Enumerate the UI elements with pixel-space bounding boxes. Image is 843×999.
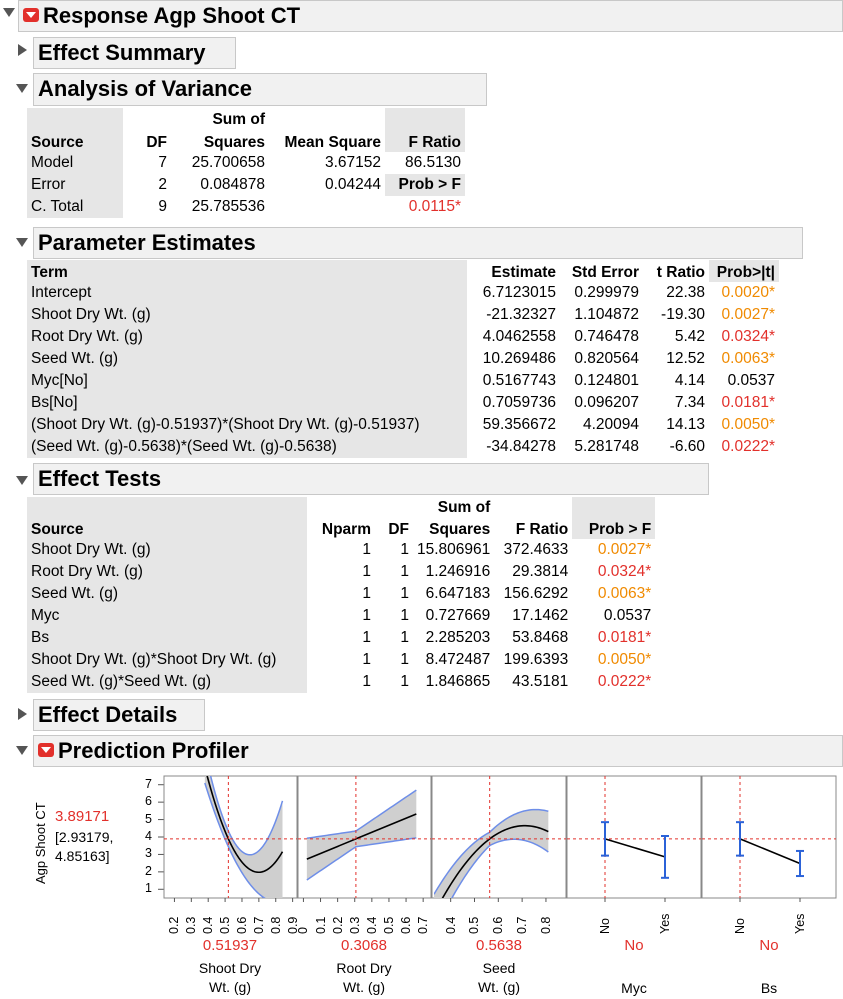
- col-ms: Mean Square: [284, 134, 381, 151]
- col-ss-1: Sum of: [212, 110, 265, 128]
- factor-label: Seed: [482, 960, 516, 976]
- cell: 1: [362, 629, 371, 646]
- param-estimates-label: Parameter Estimates: [38, 230, 256, 255]
- factor-value[interactable]: 0.5638: [476, 937, 522, 954]
- cell: Seed Wt. (g)*Seed Wt. (g): [27, 671, 307, 693]
- cell: 199.6393: [503, 651, 569, 668]
- col-df: DF: [388, 521, 409, 538]
- col-estimate: Estimate: [491, 264, 556, 281]
- cell: 15.806961: [417, 541, 491, 558]
- cell: Root Dry Wt. (g): [27, 326, 467, 348]
- cell: 10.269486: [482, 350, 556, 367]
- cell: Prob > F: [385, 174, 465, 196]
- cell: 0.0063*: [597, 585, 652, 602]
- col-ss-2: Squares: [203, 134, 265, 151]
- cell: 59.356672: [482, 416, 556, 433]
- col-nparm: Nparm: [321, 521, 371, 538]
- cell: 0.746478: [574, 328, 639, 345]
- cell: 17.1462: [512, 607, 569, 624]
- factor-label: Bs: [760, 980, 778, 996]
- cell: Model: [27, 152, 123, 174]
- x-tick-label: 0: [296, 927, 311, 934]
- cell: 1: [400, 585, 409, 602]
- cell: 1.246916: [425, 563, 491, 580]
- anova-label: Analysis of Variance: [38, 76, 252, 101]
- col-prob: Prob>|t|: [709, 260, 779, 282]
- cell: 5.42: [674, 328, 705, 345]
- y-tick-label: 4: [145, 829, 152, 843]
- cell: 5.281748: [574, 438, 639, 455]
- factor-value[interactable]: No: [759, 937, 779, 954]
- cell: 0.727669: [425, 607, 491, 624]
- cell: 4.14: [674, 372, 705, 389]
- cell: 0.0324*: [597, 563, 652, 580]
- y-tick-label: 7: [145, 776, 152, 791]
- cell: 2.285203: [425, 629, 491, 646]
- x-tick-label: 0.2: [167, 916, 182, 934]
- cell: -6.60: [669, 438, 705, 455]
- x-tick-label: 0.2: [330, 916, 345, 934]
- x-tick-label: 0.6: [234, 916, 249, 934]
- cell: 43.5181: [512, 673, 569, 690]
- col-f: F Ratio: [515, 521, 569, 538]
- x-tick-label: 0.7: [416, 916, 431, 934]
- cell: 0.04244: [324, 176, 381, 193]
- y-tick-label: 5: [145, 811, 152, 826]
- col-prob: Prob > F: [572, 497, 655, 539]
- cell: 1: [362, 563, 371, 580]
- cell: 7: [158, 154, 167, 171]
- factor-value[interactable]: 0.51937: [202, 937, 258, 954]
- col-df: DF: [146, 134, 167, 151]
- cell: 1: [400, 629, 409, 646]
- cell: -19.30: [661, 306, 705, 323]
- cell: Intercept: [27, 282, 467, 304]
- cell: 0.0050*: [597, 651, 652, 668]
- factor-label-unit: Wt. (g): [478, 979, 520, 995]
- x-tick-label: No: [733, 918, 747, 934]
- cell: 0.0222*: [721, 438, 775, 455]
- cell: 1: [362, 673, 371, 690]
- col-source: Source: [27, 497, 307, 539]
- cell: Shoot Dry Wt. (g): [27, 539, 307, 561]
- cell: Bs[No]: [27, 392, 467, 414]
- cell: 0.0324*: [721, 328, 775, 345]
- cell: Seed Wt. (g): [27, 583, 307, 605]
- cell: 1: [362, 541, 371, 558]
- cell: 0.096207: [574, 394, 639, 411]
- cell: 0.0222*: [597, 673, 652, 690]
- cell: 25.785536: [191, 198, 265, 215]
- cell: 4.20094: [582, 416, 639, 433]
- profiler-panel: [702, 776, 836, 898]
- cell: 0.7059736: [482, 394, 556, 411]
- x-tick-label: 0.5: [218, 916, 233, 934]
- cell: 0.5167743: [482, 372, 556, 389]
- cell: 1: [400, 673, 409, 690]
- cell: 7.34: [674, 394, 705, 411]
- col-f: F Ratio: [385, 108, 465, 152]
- y-tick-label: 3: [145, 846, 152, 861]
- cell: Error: [27, 174, 123, 196]
- x-tick-label: 0.5: [467, 916, 482, 934]
- cell: 0.124801: [574, 372, 639, 389]
- cell: 6.7123015: [482, 284, 556, 301]
- cell: 0.0181*: [721, 394, 775, 411]
- x-tick-label: 0.6: [399, 916, 414, 934]
- cell: 0.820564: [574, 350, 639, 367]
- cell: 0.0063*: [721, 350, 775, 367]
- x-tick-label: 0.8: [268, 916, 283, 934]
- cell: 14.13: [666, 416, 705, 433]
- cell: Myc[No]: [27, 370, 467, 392]
- col-ss-2: Squares: [429, 521, 491, 538]
- x-tick-label: 0.5: [381, 916, 396, 934]
- cell: 4.0462558: [482, 328, 556, 345]
- y-tick-label: 2: [145, 863, 152, 878]
- x-tick-label: No: [598, 918, 612, 934]
- col-ss-1: Sum of: [437, 499, 491, 516]
- cell: Bs: [27, 627, 307, 649]
- cell: 1: [400, 651, 409, 668]
- y-tick-label: 1: [145, 881, 152, 896]
- factor-value[interactable]: 0.3068: [341, 937, 387, 954]
- effect-details-label: Effect Details: [38, 702, 178, 727]
- cell: 1.846865: [425, 673, 491, 690]
- profiler-panel: [567, 776, 701, 898]
- title-text: Response Agp Shoot CT: [43, 3, 301, 28]
- x-tick-label: 0.8: [538, 916, 553, 934]
- x-tick-label: 0.7: [251, 916, 266, 934]
- cell: -34.84278: [486, 438, 556, 455]
- x-tick-label: 0.9: [285, 916, 300, 934]
- cell: 1.104872: [574, 306, 639, 323]
- x-tick-label: 0.4: [201, 916, 216, 934]
- cell: 25.700658: [191, 154, 265, 171]
- x-tick-label: 0.4: [364, 916, 379, 934]
- cell: 2: [158, 176, 167, 193]
- x-tick-label: 0.1: [313, 916, 328, 934]
- effect-tests-label: Effect Tests: [38, 466, 162, 491]
- profiler-label: Prediction Profiler: [58, 738, 249, 763]
- cell: 0.084878: [200, 176, 265, 193]
- cell: 0.0027*: [597, 541, 652, 558]
- cell: 22.38: [666, 284, 705, 301]
- cell: 0.0050*: [721, 416, 775, 433]
- x-tick-label: 0.7: [515, 916, 530, 934]
- col-std-error: Std Error: [571, 264, 639, 281]
- factor-label-unit: Wt. (g): [343, 979, 385, 995]
- col-term: Term: [27, 260, 467, 282]
- x-tick-label: 0.3: [184, 916, 199, 934]
- cell: 1: [400, 563, 409, 580]
- cell: C. Total: [27, 196, 123, 218]
- y-ci-low: [2.93179,: [55, 829, 114, 845]
- y-value: 3.89171: [55, 808, 110, 825]
- cell: 12.52: [666, 350, 705, 367]
- cell: 0.0537: [727, 372, 775, 389]
- x-tick-label: Yes: [793, 913, 807, 934]
- cell: 9: [158, 198, 167, 215]
- y-ci-high: 4.85163]: [55, 848, 110, 864]
- cell: 1: [400, 541, 409, 558]
- y-tick-label: 6: [145, 794, 152, 809]
- cell: 53.8468: [512, 629, 569, 646]
- cell: Root Dry Wt. (g): [27, 561, 307, 583]
- cell: 0.0020*: [721, 284, 775, 301]
- y-axis-label: Agp Shoot CT: [33, 802, 48, 884]
- factor-label: Root Dry: [336, 960, 392, 976]
- cell: Myc: [27, 605, 307, 627]
- cell: 29.3814: [512, 563, 569, 580]
- col-t-ratio: t Ratio: [656, 264, 705, 281]
- cell: 3.67152: [324, 154, 381, 171]
- cell: Seed Wt. (g): [27, 348, 467, 370]
- cell: 86.5130: [404, 154, 461, 171]
- factor-label-unit: Wt. (g): [209, 979, 251, 995]
- cell: (Seed Wt. (g)-0.5638)*(Seed Wt. (g)-0.5638): [27, 436, 467, 458]
- x-tick-label: Yes: [658, 913, 672, 934]
- cell: 372.4633: [503, 541, 569, 558]
- cell: 8.472487: [425, 651, 491, 668]
- x-tick-label: 0.6: [491, 916, 506, 934]
- cell: 0.0537: [603, 607, 652, 624]
- cell: 0.0115*: [408, 198, 461, 215]
- cell: Shoot Dry Wt. (g)*Shoot Dry Wt. (g): [27, 649, 307, 671]
- cell: 6.647183: [425, 585, 491, 602]
- col-source: Source: [27, 108, 123, 152]
- cell: 1: [362, 585, 371, 602]
- factor-value[interactable]: No: [624, 937, 644, 954]
- cell: 0.0027*: [721, 306, 775, 323]
- cell: 1: [362, 651, 371, 668]
- factor-label: Myc: [621, 980, 647, 996]
- effect-summary-label: Effect Summary: [38, 40, 206, 65]
- x-tick-label: 0.3: [347, 916, 362, 934]
- cell: -21.32327: [486, 306, 556, 323]
- cell: (Shoot Dry Wt. (g)-0.51937)*(Shoot Dry Wt. (g)-0.51937): [27, 414, 467, 436]
- cell: 156.6292: [503, 585, 569, 602]
- x-tick-label: 0.4: [443, 916, 458, 934]
- cell: 0.0181*: [597, 629, 652, 646]
- cell: 1: [362, 607, 371, 624]
- cell: 1: [400, 607, 409, 624]
- factor-label: Shoot Dry: [198, 960, 262, 976]
- cell: 0.299979: [574, 284, 639, 301]
- cell: Shoot Dry Wt. (g): [27, 304, 467, 326]
